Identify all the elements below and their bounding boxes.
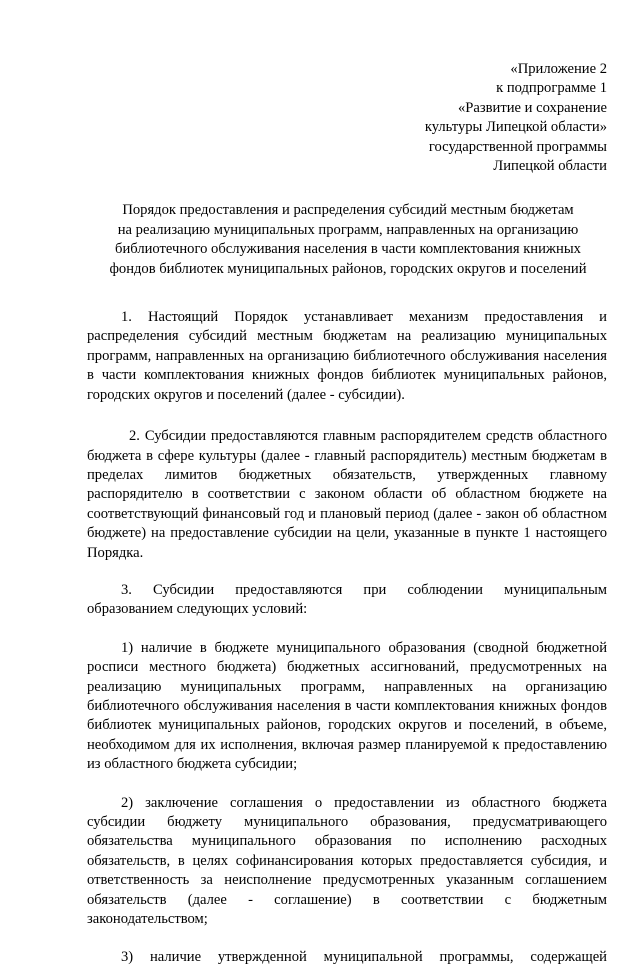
title-line: фондов библиотек муниципальных районов, городских округов и поселений xyxy=(109,260,587,277)
condition-2: 2) заключение соглашения о предоставлении из областного бюджета субсидии бюджету муниципального образования, предусматривающего обязательства муниципального образования по исполнению расходных обязательств, в целях софинансирования которых предоставляется субсидия, и ответственность за неисполнение предусмотренных указанным соглашением обязательств (далее - соглашение) в соответствии с бюджетным законодательством; xyxy=(87,794,607,928)
paragraph-3: 3. Субсидии предоставляются при соблюдении муниципальным образованием следующих условий: xyxy=(87,581,607,618)
title-line: на реализацию муниципальных программ, направленных на организацию xyxy=(117,221,579,238)
document-title xyxy=(87,201,607,279)
appendix-line: культуры Липецкой области» xyxy=(424,119,607,136)
appendix-line: государственной программы xyxy=(428,138,607,155)
title-line: библиотечного обслуживания населения в части комплектования книжных xyxy=(115,241,581,258)
condition-3: 3) наличие утвержденной муниципальной программы, содержащей xyxy=(121,949,607,966)
document-page xyxy=(87,60,607,968)
paragraph-1: 1. Настоящий Порядок устанавливает механизм предоставления и распределения субсидий местным бюджетам на реализацию муниципальных программ, направленных на организацию библиотечного обслуживания населения в части комплектования книжных фондов библиотек муниципальных районов, городских округов и поселений (далее - субсидии). xyxy=(87,309,607,403)
paragraph-2: 2. Субсидии предоставляются главным распорядителем средств областного бюджета в сфере культуры (далее - главный распорядитель) местным бюджетам в пределах лимитов бюджетных обязательств, утвержденных главному распорядителю в соответствии с законом области об областном бюджете на соответствующий финансовый год и плановый период (далее - закон об областном бюджете) на предоставление субсидии на цели, указанные в пункте 1 настоящего Порядка. xyxy=(87,428,607,561)
condition-1: 1) наличие в бюджете муниципального образования (сводной бюджетной росписи местного бюджета) бюджетных ассигнований, предусмотренных на реализацию муниципальных программ, направленных на организацию библиотечного обслуживания населения в части комплектования книжных фондов библиотек муниципальных районов, городских округов и поселений, в объеме, необходимом для их исполнения, включая размер планируемой к предоставлению из областного бюджета субсидии; xyxy=(87,639,607,773)
appendix-line: Липецкой области xyxy=(493,158,607,175)
title-line: Порядок предоставления и распределения субсидий местным бюджетам xyxy=(122,202,574,219)
appendix-line: «Развитие и сохранение xyxy=(458,99,607,116)
appendix-line: «Приложение 2 xyxy=(510,61,607,77)
appendix-header xyxy=(87,60,607,176)
appendix-line: к подпрограмме 1 xyxy=(496,80,607,97)
